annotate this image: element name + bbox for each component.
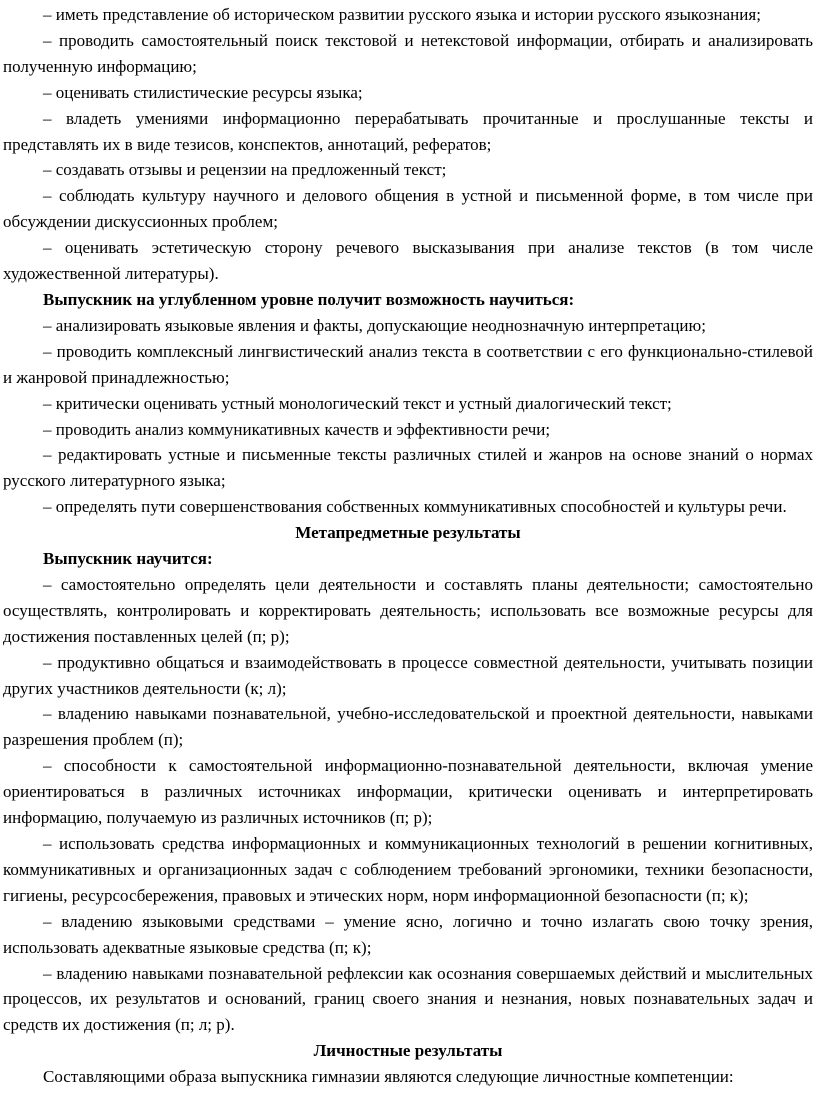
section-heading-advanced: Выпускник на углубленном уровне получит возможность научиться: bbox=[43, 289, 575, 309]
list-item: – создавать отзывы и рецензии на предложенный текст; bbox=[43, 160, 447, 180]
list-item: – анализировать языковые явления и факты, допускающие неоднозначную интерпретацию; bbox=[43, 315, 706, 335]
list-item: – владению языковыми средствами – умение ясно, логично и точно излагать свою точку зрения, использовать адекватные языковые средства (п; к); bbox=[3, 911, 813, 957]
section-heading-graduate: Выпускник научится: bbox=[43, 549, 213, 569]
list-item: – продуктивно общаться и взаимодействовать в процессе совместной деятельности, учитывать позиции других участников деятельности (к; л); bbox=[3, 652, 813, 698]
list-item: – определять пути совершенствования собственных коммуникативных способностей и культуры речи. bbox=[43, 497, 787, 517]
section-title-personal: Личностные результаты bbox=[313, 1041, 503, 1061]
list-item: – владению навыками познавательной рефлексии как осознания совершаемых действий и мыслительных процессов, их результатов и оснований, границ своего знания и незнания, новых познавательных задач и средств их достижения (п; л; р). bbox=[3, 963, 813, 1035]
section-title-metasubject: Метапредметные результаты bbox=[295, 523, 521, 543]
list-item: – самостоятельно определять цели деятельности и составлять планы деятельности; самостоятельно осуществлять, контролировать и корректировать деятельность; использовать все возможные ресурсы для достижения поставленных целей (п; р); bbox=[3, 574, 813, 646]
list-item: – проводить комплексный лингвистический анализ текста в соответствии с его функционально-стилевой и жанровой принадлежностью; bbox=[3, 341, 813, 387]
list-item: – критически оценивать устный монологический текст и устный диалогический текст; bbox=[43, 393, 672, 413]
list-item: – владению навыками познавательной, учебно-исследовательской и проектной деятельности, навыками разрешения проблем (п); bbox=[3, 704, 813, 750]
list-item: – владеть умениями информационно перерабатывать прочитанные и прослушанные тексты и представлять их в виде тезисов, конспектов, аннотаций, рефератов; bbox=[3, 108, 813, 154]
list-item: – использовать средства информационных и коммуникационных технологий в решении когнитивных, коммуникативных и организационных задач с соблюдением требований эргономики, техники безопасности, гигиены, ресурсосбережения, правовых и этических норм, норм информационной безопасности (п; к); bbox=[3, 834, 813, 905]
list-item: – проводить самостоятельный поиск текстовой и нетекстовой информации, отбирать и анализировать полученную информацию; bbox=[3, 30, 813, 76]
list-item: – оценивать эстетическую сторону речевого высказывания при анализе текстов (в том числе художественной литературы). bbox=[3, 238, 813, 284]
list-item: – соблюдать культуру научного и делового общения в устной и письменной форме, в том числе при обсуждении дискуссионных проблем; bbox=[3, 186, 813, 232]
list-item: – иметь представление об историческом развитии русского языка и истории русского языкознания; bbox=[43, 5, 761, 24]
list-item: – редактировать устные и письменные тексты различных стилей и жанров на основе знаний о нормах русского литературного языка; bbox=[3, 445, 813, 491]
list-item: – способности к самостоятельной информационно-познавательной деятельности, включая умение ориентироваться в различных источниках информации, критически оценивать и интерпретировать информацию, получаемую из различных источников (п; р); bbox=[3, 756, 813, 828]
list-item: – проводить анализ коммуникативных качеств и эффективности речи; bbox=[43, 419, 551, 439]
body-paragraph: Составляющими образа выпускника гимназии являются следующие личностные компетенции: bbox=[43, 1067, 734, 1087]
list-item: – оценивать стилистические ресурсы языка; bbox=[43, 82, 363, 102]
